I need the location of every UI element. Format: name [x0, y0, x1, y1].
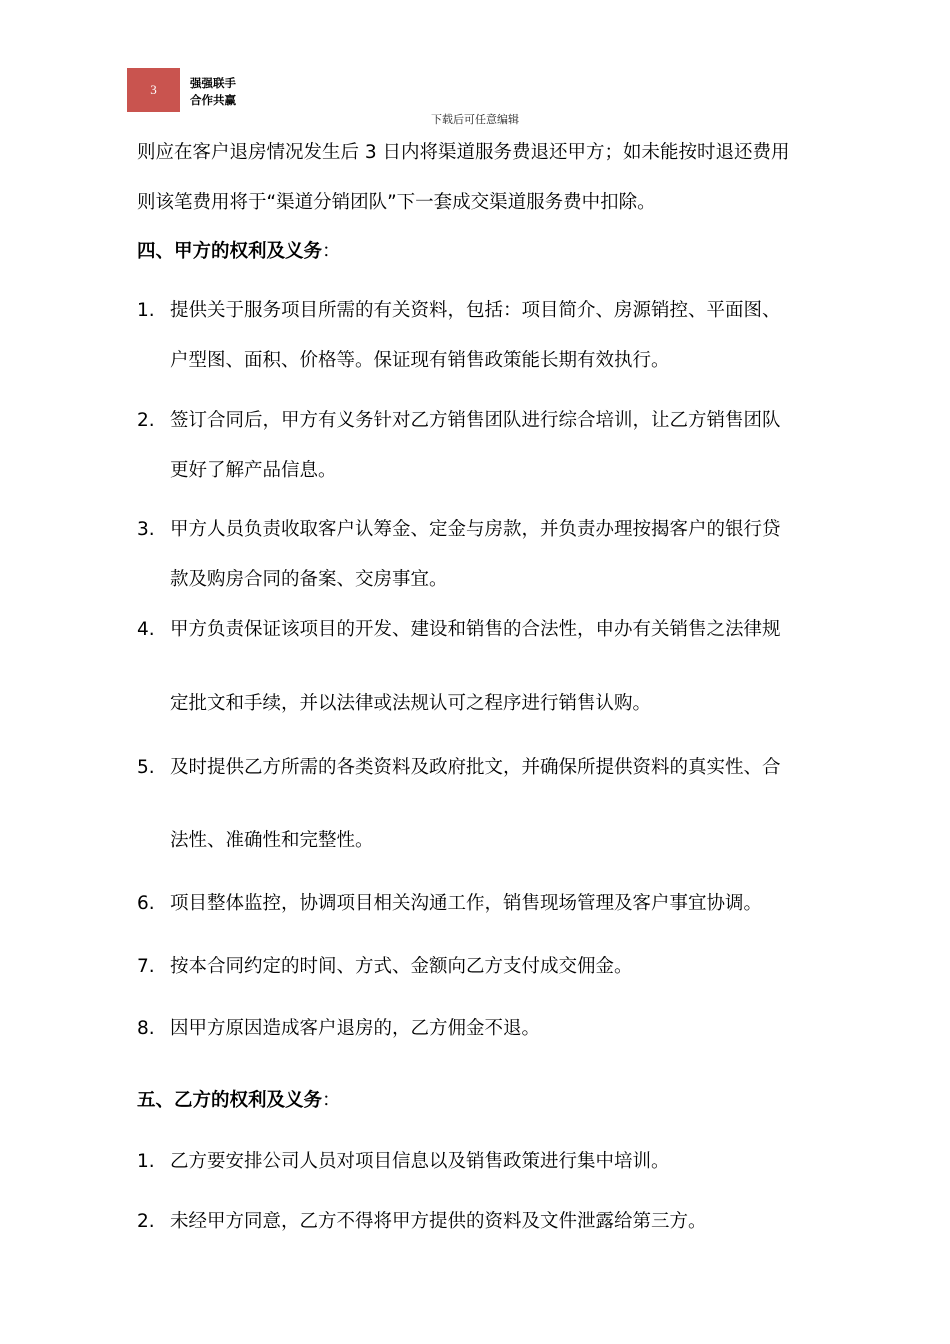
header-slogan: [190, 75, 236, 109]
section-colon: ：: [322, 241, 341, 262]
list-item-text: 未经甲方同意，乙方不得将甲方提供的资料及文件泄露给第三方。: [170, 1211, 707, 1232]
section-colon: ：: [322, 1090, 341, 1111]
list-item-text: 项目整体监控，协调项目相关沟通工作，销售现场管理及客户事宜协调。: [170, 893, 763, 914]
list-item-text: 定批文和手续，并以法律或法规认可之程序进行销售认购。: [170, 693, 652, 714]
list-item-text: 甲方负责保证该项目的开发、建设和销售的合法性，申办有关销售之法律规: [170, 619, 781, 640]
page-number: 3: [150, 82, 157, 97]
slogan-line: 强强联手: [190, 76, 236, 90]
slogan-line: 合作共赢: [190, 93, 236, 107]
list-item-text: 户型图、面积、价格等。保证现有销售政策能长期有效执行。: [170, 350, 670, 371]
list-item-text: 更好了解产品信息。: [170, 460, 337, 481]
list-item-text: 因甲方原因造成客户退房的，乙方佣金不退。: [170, 1018, 541, 1039]
list-number: 3.: [137, 519, 155, 540]
list-item-text: 按本合同约定的时间、方式、金额向乙方支付成交佣金。: [170, 956, 633, 977]
section-heading: [137, 1089, 341, 1113]
paragraph-line: 则应在客户退房情况发生后 3 日内将渠道服务费退还甲方；如未能按时退还费用: [137, 142, 790, 163]
list-item-text: 甲方人员负责收取客户认筹金、定金与房款，并负责办理按揭客户的银行贷: [170, 519, 781, 540]
list-number: 2.: [137, 410, 155, 431]
list-number: 4.: [137, 619, 155, 640]
list-item-text: 提供关于服务项目所需的有关资料，包括：项目简介、房源销控、平面图、: [170, 300, 781, 321]
list-number: 1.: [137, 300, 155, 321]
page-number-badge: [127, 68, 180, 112]
list-number: 1.: [137, 1151, 155, 1172]
section-title: 五、乙方的权利及义务: [137, 1090, 323, 1111]
list-number: 2.: [137, 1211, 155, 1232]
list-item-text: 乙方要安排公司人员对项目信息以及销售政策进行集中培训。: [170, 1151, 670, 1172]
list-item-text: 签订合同后，甲方有义务针对乙方销售团队进行综合培训，让乙方销售团队: [170, 410, 781, 431]
list-item-text: 法性、准确性和完整性。: [170, 830, 374, 851]
list-number: 6.: [137, 893, 155, 914]
list-item-text: 及时提供乙方所需的各类资料及政府批文，并确保所提供资料的真实性、合: [170, 757, 781, 778]
section-heading: [137, 240, 341, 264]
list-number: 5.: [137, 757, 155, 778]
paragraph-line: 则该笔费用将于“渠道分销团队”下一套成交渠道服务费中扣除。: [137, 192, 656, 213]
section-title: 四、甲方的权利及义务: [137, 241, 323, 262]
list-item-text: 款及购房合同的备案、交房事宜。: [170, 569, 448, 590]
header-note: 下载后可任意编辑: [431, 113, 519, 126]
list-number: 7.: [137, 956, 155, 977]
list-number: 8.: [137, 1018, 155, 1039]
